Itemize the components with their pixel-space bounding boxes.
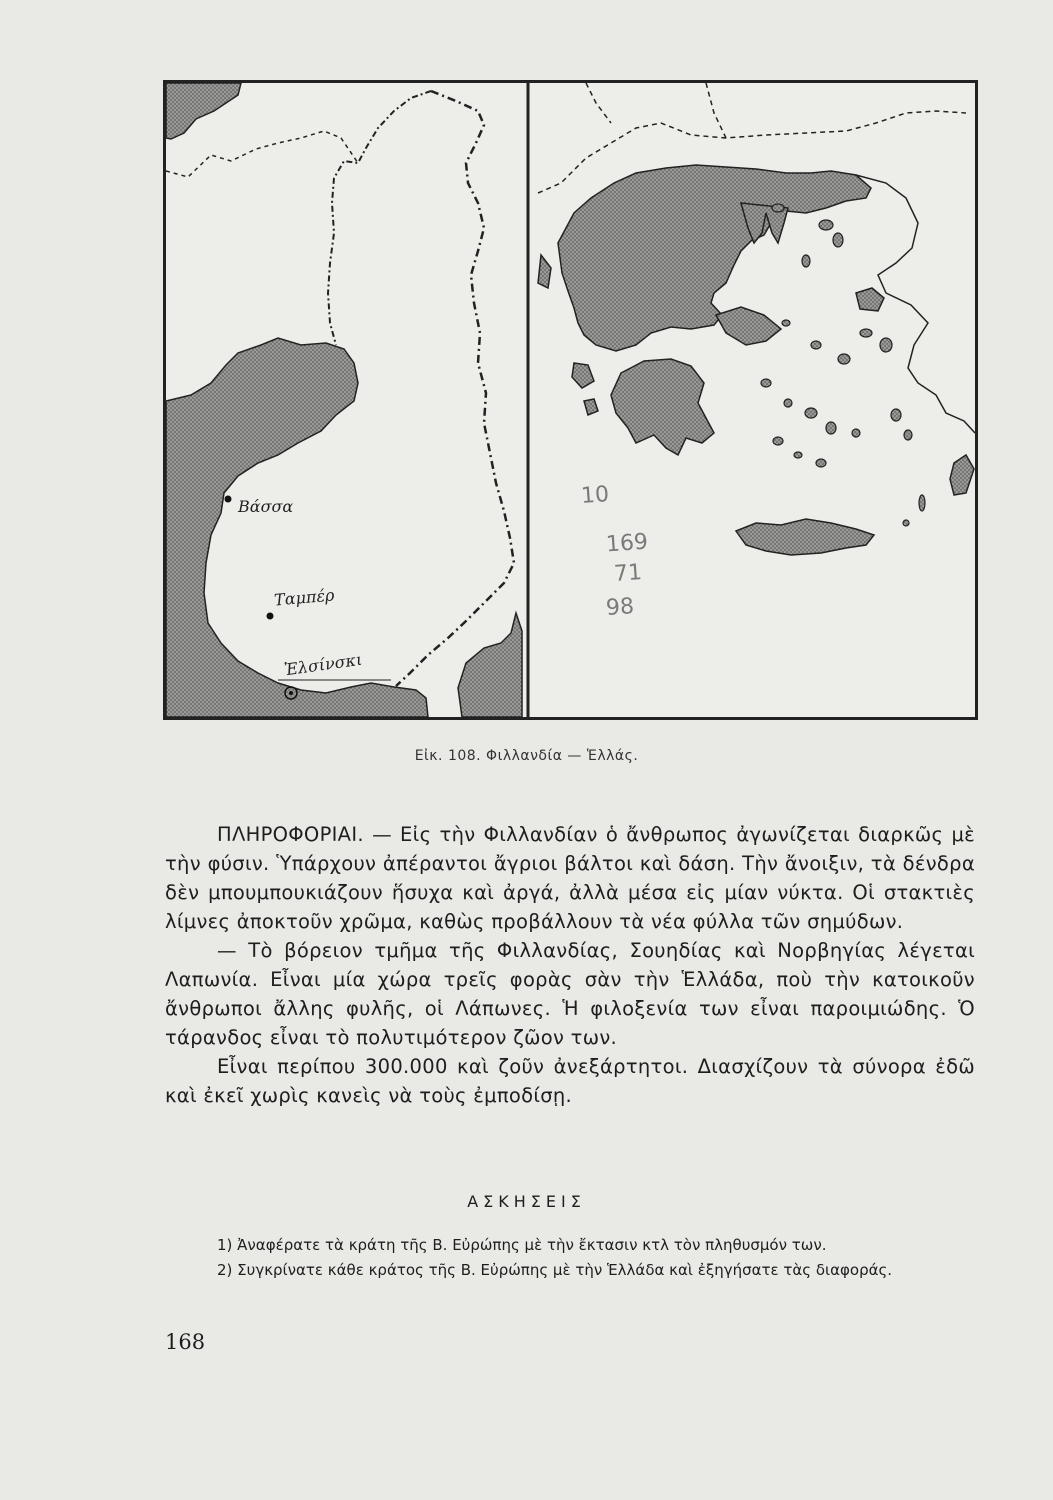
paragraph-information: ΠΛΗΡΟΦΟΡΙΑΙ. — Εἰς τὴν Φιλλανδίαν ὁ ἄνθρωπος ἀγωνίζεται διαρκῶς μὲ τὴν φύσιν. Ὑπάρχουν ἀπέραντοι ἄγριοι βάλτοι καὶ δάση. Τὴν ἄνοιξιν, τὰ δένδρα δὲν μπουμπουκιάζουν ἥσυχα καὶ ἀργά, ἀλλὰ μέσα εἰς μίαν νύκτα. Οἱ στακτιὲς λίμνες ἀποκτοῦν χρῶμα, καθὼς προβάλλουν τὰ νέα φύλλα τῶν σημύδων. (165, 823, 975, 933)
ionian-islands (572, 363, 598, 415)
figure-maps (163, 80, 978, 720)
arctic-sea (166, 83, 241, 139)
lake-ladoga (458, 613, 522, 717)
pencil-note-line3: 71 (613, 560, 643, 587)
crete (736, 519, 874, 555)
lesbos (856, 288, 884, 311)
figure-caption: Εἰκ. 108. Φιλλανδία — Ἑλλάς. (414, 748, 639, 764)
corfu (538, 255, 551, 288)
label-helsinki: Ἐλσίνσκι (283, 649, 364, 680)
paragraph-lapland: — Τὸ βόρειον τμῆμα τῆς Φιλλανδίας, Σουηδίας καὶ Νορβηγίας λέγεται Λαπωνία. Εἶναι μία χώρα τρεῖς φορὰς σὰν τὴν Ἑλλάδα, ποὺ τὴν κατοικοῦν ἄνθρωποι ἄλλης φυλῆς, οἱ Λάπωνες. Ἡ φιλοξενία των εἶναι παροιμιώδης. Ὁ τάρανδος εἶναι τὸ πολυτιμότερον ζῶον των. (165, 939, 975, 1049)
peloponnese (611, 359, 714, 455)
euboea (716, 307, 781, 345)
finland-map (166, 83, 522, 717)
pencil-note-line1: 10 (580, 482, 610, 509)
label-vaasa: Βάσσα (238, 497, 294, 516)
rhodes (950, 455, 974, 495)
maps-svg (166, 83, 975, 717)
exercise-item: 2) Συγκρίνατε κάθε κράτος τῆς Β. Εὐρώπης μὲ τὴν Ἑλλάδα καὶ ἐξηγήσατε τὰς διαφοράς. (217, 1261, 893, 1279)
label-tampere: Ταμπέρ (273, 585, 336, 610)
border-finland-sweden (328, 91, 431, 345)
helsinki-dot (289, 691, 293, 695)
vaasa-dot (225, 496, 232, 503)
exercises-list (165, 1233, 975, 1283)
body-text (165, 820, 975, 1110)
tampere-dot (267, 613, 274, 620)
page-number: 168 (165, 1330, 206, 1354)
pencil-note-line2: 169 (605, 529, 649, 558)
paragraph-population: Εἶναι περίπου 300.000 καὶ ζοῦν ἀνεξάρτητοι. Διασχίζουν τὰ σύνορα ἐδῶ καὶ ἐκεῖ χωρὶς κανεὶς νὰ τοὺς ἐμποδίσῃ. (165, 1055, 975, 1107)
pencil-note-line4: 98 (605, 594, 635, 621)
exercise-item: 1) Ἀναφέρατε τὰ κράτη τῆς Β. Εὐρώπης μὲ τὴν ἔκτασιν κτλ τὸν πληθυσμόν των. (217, 1236, 827, 1254)
border-norway (166, 131, 358, 177)
greek-mainland (558, 165, 871, 351)
exercises-heading: ΑΣΚΗΣΕΙΣ (467, 1192, 586, 1211)
aegean-islands (761, 204, 925, 526)
border-finland-ussr (396, 91, 514, 686)
